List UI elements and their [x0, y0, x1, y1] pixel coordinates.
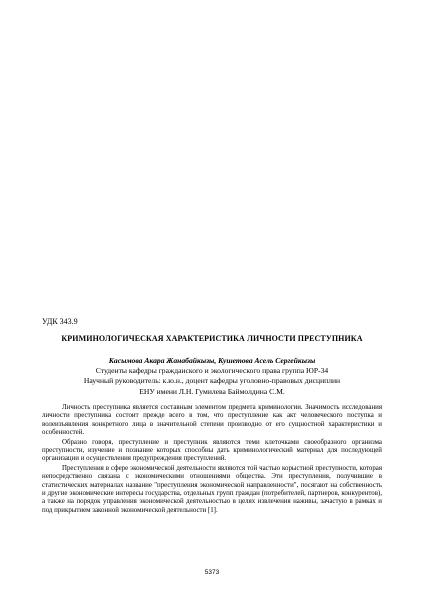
scientific-supervisor: Научный руководитель: к.ю.н., доцент кафедры уголовно-правовых дисциплин — [83, 376, 341, 386]
page-number: 5373 — [204, 569, 220, 576]
body-paragraph-2: Образно говоря, преступление и преступник являются теми клеточками своеобразного организма преступности, изучение и познание которых способны дать криминологический материал для последующей организации и осуществления предупреждения преступлений. — [42, 438, 382, 463]
university-line: ЕНУ имени Л.Н. Гумилева Баймолдина С.М. — [139, 386, 285, 396]
author-affiliation: Студенты кафедры гражданского и экологического права группа ЮР-34 — [95, 366, 329, 376]
udk-code: УДК 343.9 — [42, 317, 78, 326]
body-paragraph-1: Личность преступника является составным элементом предмета криминологии. Значимость исследования личности преступника состоит прежде всего в том, что преступление как акт человеческого поступка и волеизъявления конкретного лица в значительной степени производно от его сущностной характеристики и особенностей. — [42, 404, 382, 436]
article-body — [42, 404, 382, 516]
body-paragraph-3: Преступления в сфере экономической деятельности являются той частью корыстной преступности, которая непосредственно связана с экономическими отношениями общества. Эти преступления, получившие в статистических материалах название "преступления экономической направленности", посягают на собственность и другие экономические интересы государства, отдельных групп граждан (потребителей, партнеров, конкурентов), а также на порядок управления экономической деятельностью в целях извлечения наживы, зачастую в рамках и под прикрытием законной экономической деятельности [1]. — [42, 465, 382, 514]
article-title: КРИМИНОЛОГИЧЕСКАЯ ХАРАКТЕРИСТИКА ЛИЧНОСТИ ПРЕСТУПНИКА — [61, 334, 363, 343]
author-names: Касымова Акара Жанабайкызы, Кушетова Асель Сергейкызы — [108, 356, 316, 365]
author-block — [42, 356, 382, 397]
